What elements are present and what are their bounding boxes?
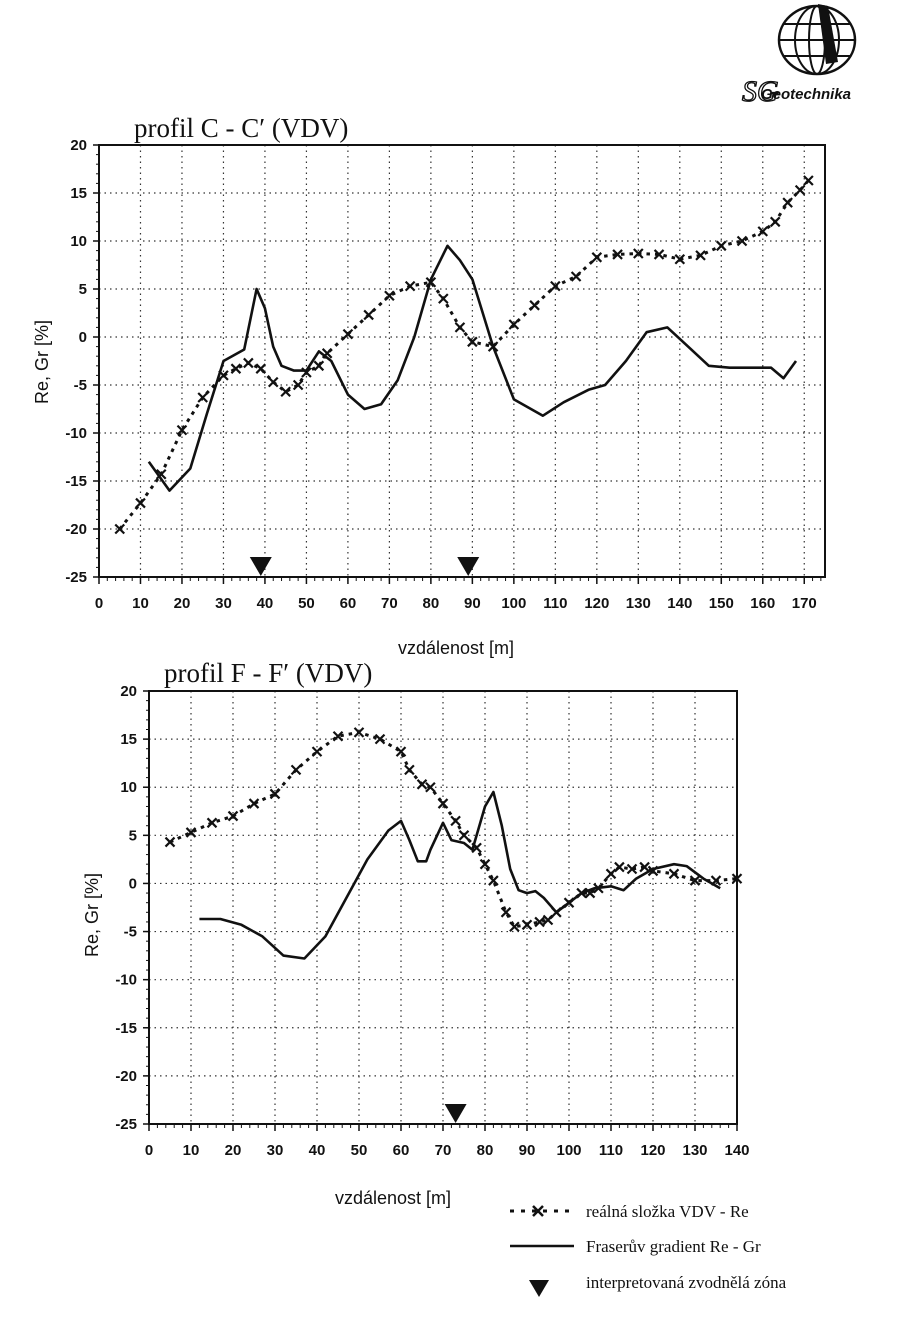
x-axis-label: vzdálenost [m] [397,638,515,658]
legend-item-zone [529,1273,787,1297]
x-tick-label: 90 [518,1142,536,1159]
x-tick-label: 110 [543,595,568,612]
x-tick-label: 0 [144,1142,154,1159]
series-line-re [170,732,737,926]
aquifer-zone-marker [250,557,272,576]
logo-letters: SG [742,75,779,108]
x-tick-label: 40 [256,595,274,612]
y-tick-label: -15 [115,1019,137,1037]
x-tick-label: 120 [584,595,610,612]
data-point-re [455,323,464,332]
x-tick-label: 60 [339,595,357,612]
y-tick-label: -25 [115,1116,137,1133]
data-point-re [796,186,805,195]
data-point-re [615,863,624,872]
x-tick-label: 110 [598,1142,624,1159]
legend-label: reálná složka VDV - Re [586,1202,749,1221]
data-point-re [231,364,240,373]
legend-item-re [510,1202,749,1221]
data-point-re [136,499,145,508]
data-series [166,728,742,959]
y-tick-label: -15 [65,473,87,490]
data-point-re [364,310,373,319]
y-tick-label: 5 [78,281,87,298]
triangle-marker-icon [529,1280,549,1297]
data-point-re [385,291,394,300]
sg-geotechnika-logo [742,4,855,108]
y-tick-label: 0 [128,875,137,893]
x-tick-label: 50 [350,1142,368,1159]
data-point-re [530,301,539,310]
data-point-re [405,765,414,774]
zone-markers [445,1104,467,1123]
x-tick-labels [145,1124,750,1159]
data-point-re [418,780,427,789]
x-tick-label: 30 [215,595,232,612]
y-axis-label: Re, Gr [%] [82,872,102,958]
data-point-re [314,361,323,370]
plot-frame [99,145,825,577]
x-tick-label: 90 [464,595,481,612]
x-tick-label: 20 [224,1142,242,1159]
y-tick-label: -10 [115,971,137,989]
y-tick-label: -10 [65,425,87,442]
aquifer-zone-marker [457,557,479,576]
x-tick-label: 50 [298,595,315,612]
y-tick-label: -5 [123,923,137,941]
data-point-re [269,378,278,387]
x-tick-label: 60 [392,1142,410,1159]
x-tick-label: 100 [556,1142,582,1159]
plot-frame [149,691,737,1124]
y-tick-label: 5 [128,827,137,845]
y-tick-label: -5 [73,377,87,394]
data-point-re [256,364,265,373]
x-tick-label: 130 [682,1142,708,1159]
data-series [115,176,813,533]
legend-label: Fraserův gradient Re - Gr [586,1237,761,1256]
x-tick-label: 0 [94,595,104,612]
y-tick-labels [65,137,99,586]
y-tick-label: -20 [65,521,87,538]
x-tick-label: 10 [132,595,149,612]
y-tick-label: 10 [120,779,137,797]
x-tick-label: 100 [501,595,527,612]
data-point-re [292,765,301,774]
gridlines [149,691,737,1124]
data-point-re [592,253,601,262]
x-tick-label: 140 [724,1142,750,1159]
y-tick-label: 10 [70,233,87,250]
x-tick-label: 160 [750,595,776,612]
x-tick-label: 80 [422,595,440,612]
y-tick-label: 20 [120,683,137,700]
x-tick-label: 10 [182,1142,200,1159]
gridlines [99,145,825,577]
data-point-re [198,393,207,402]
data-point-re [376,735,385,744]
data-point-re [313,747,322,756]
data-point-re [281,387,290,396]
aquifer-zone-marker [445,1104,467,1123]
legend-item-gr [510,1237,761,1256]
globe-icon [779,4,855,74]
data-point-re [607,869,616,878]
data-point-re [572,272,581,281]
data-point-re [771,217,780,226]
x-tick-label: 170 [791,595,817,612]
chart-title: profil C - C′ (VDV) [134,113,349,143]
x-tick-label: 140 [667,595,693,612]
x-tick-label: 130 [625,595,651,612]
data-point-re [244,358,253,367]
legend-label: interpretovaná zvodnělá zóna [586,1273,787,1292]
legend [510,1202,787,1297]
logo-brand-word: Geotechnika [761,86,852,103]
y-tick-label: -20 [115,1067,137,1085]
y-tick-label: 15 [120,731,137,749]
data-point-re [717,241,726,250]
x-tick-label: 20 [173,595,191,612]
data-point-re [783,198,792,207]
data-point-re [804,176,813,185]
y-tick-label: 15 [70,185,87,202]
x-tick-labels [95,577,821,612]
data-point-re [460,831,469,840]
zone-markers [250,557,479,576]
y-tick-labels [115,683,149,1133]
data-point-re [451,816,460,825]
y-axis-label: Re, Gr [%] [32,319,52,405]
x-tick-label: 70 [381,595,398,612]
chart-profil-c [32,113,825,658]
x-axis-label: vzdálenost [m] [334,1188,452,1208]
chart-title: profil F - F′ (VDV) [164,658,373,688]
x-tick-label: 40 [308,1142,326,1159]
chart-profil-f [82,658,750,1208]
y-tick-label: 0 [78,329,87,346]
x-tick-label: 70 [434,1142,452,1159]
y-tick-label: 20 [70,137,87,154]
data-point-re [439,294,448,303]
x-tick-label: 30 [266,1142,284,1159]
x-tick-label: 120 [640,1142,666,1159]
x-tick-label: 80 [476,1142,494,1159]
y-tick-label: -25 [65,569,87,586]
x-tick-label: 150 [708,595,734,612]
